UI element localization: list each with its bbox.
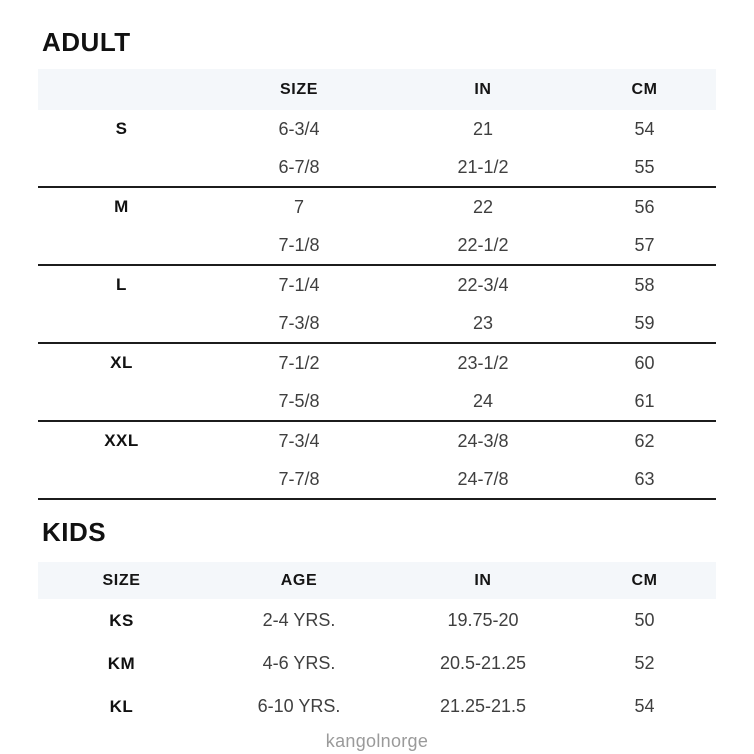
- inches-value: 24-7/8: [457, 468, 509, 489]
- adult-size-table: [38, 69, 716, 500]
- adult-group-l: [38, 266, 716, 344]
- brand-watermark: kangolnorge: [325, 731, 429, 751]
- kids-size-label: KS: [109, 610, 134, 630]
- adult-group-xxl: [38, 422, 716, 500]
- inches-value: 21-1/2: [457, 156, 509, 177]
- adult-table-header-row: [38, 69, 716, 110]
- cm-value: 52: [634, 653, 655, 673]
- cm-value: 50: [634, 610, 655, 630]
- kids-size-table: [38, 562, 716, 728]
- kids-size-label: KL: [109, 696, 134, 716]
- kids-table-header-row: [38, 562, 716, 599]
- table-row: [38, 685, 716, 728]
- size-value: 7-3/4: [278, 430, 320, 451]
- table-row: [38, 110, 716, 148]
- cm-value: 59: [634, 312, 655, 333]
- table-row: [38, 460, 716, 498]
- size-group-label: S: [115, 119, 128, 138]
- inches-value: 23: [472, 312, 494, 333]
- table-row: [38, 382, 716, 420]
- size-value: 7-1/8: [278, 234, 320, 255]
- kids-header-size: SIZE: [102, 571, 141, 589]
- cm-value: 54: [634, 118, 655, 139]
- table-row: [38, 188, 716, 226]
- adult-group-m: [38, 188, 716, 266]
- table-row: [38, 304, 716, 342]
- table-row: [38, 148, 716, 186]
- size-group-label: XL: [110, 353, 133, 372]
- size-value: 6-7/8: [278, 156, 320, 177]
- age-value: 4-6 YRS.: [262, 653, 336, 673]
- table-row: [38, 344, 716, 382]
- inches-value: 21.25-21.5: [439, 696, 527, 716]
- size-value: 7-5/8: [278, 390, 320, 411]
- size-group-label: L: [116, 275, 127, 294]
- age-value: 6-10 YRS.: [257, 696, 341, 716]
- adult-header-cm: CM: [631, 80, 658, 98]
- cm-value: 56: [634, 196, 655, 217]
- size-value: 7-7/8: [278, 468, 320, 489]
- cm-value: 55: [634, 156, 655, 177]
- inches-value: 23-1/2: [457, 352, 509, 373]
- cm-value: 54: [634, 696, 655, 716]
- adult-header-size: SIZE: [280, 80, 318, 98]
- cm-value: 60: [634, 352, 655, 373]
- kids-header-in: IN: [474, 571, 492, 589]
- adult-header-in: IN: [474, 80, 492, 98]
- adult-group-xl: [38, 344, 716, 422]
- inches-value: 24: [472, 390, 494, 411]
- inches-value: 21: [472, 118, 494, 139]
- cm-value: 63: [634, 468, 655, 489]
- size-value: 7-1/2: [278, 352, 320, 373]
- size-group-label: XXL: [104, 431, 139, 450]
- size-value: 6-3/4: [278, 118, 320, 139]
- size-value: 7: [293, 196, 304, 217]
- cm-value: 62: [634, 430, 655, 451]
- table-row: [38, 266, 716, 304]
- cm-value: 57: [634, 234, 655, 255]
- table-row: [38, 226, 716, 264]
- adult-section-title: ADULT: [42, 27, 131, 57]
- kids-size-label: KM: [107, 653, 136, 673]
- inches-value: 20.5-21.25: [439, 653, 527, 673]
- kids-header-age: AGE: [280, 571, 318, 589]
- kids-header-cm: CM: [631, 571, 658, 589]
- size-group-label: M: [114, 197, 129, 216]
- table-row: [38, 599, 716, 642]
- size-value: 7-1/4: [278, 274, 320, 295]
- age-value: 2-4 YRS.: [262, 610, 336, 630]
- size-value: 7-3/8: [278, 312, 320, 333]
- inches-value: 22: [472, 196, 494, 217]
- cm-value: 58: [634, 274, 655, 295]
- cm-value: 61: [634, 390, 655, 411]
- table-row: [38, 642, 716, 685]
- inches-value: 19.75-20: [447, 610, 519, 630]
- kids-section-title: KIDS: [42, 517, 107, 547]
- inches-value: 24-3/8: [457, 430, 509, 451]
- inches-value: 22-1/2: [457, 234, 509, 255]
- inches-value: 22-3/4: [457, 274, 509, 295]
- table-row: [38, 422, 716, 460]
- adult-group-s: [38, 110, 716, 188]
